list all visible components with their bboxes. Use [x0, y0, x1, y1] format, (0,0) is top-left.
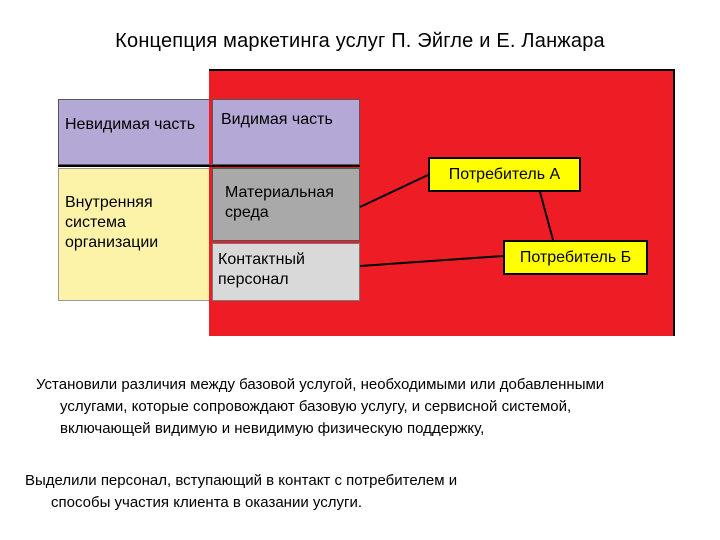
consumer-b-box: Потребитель Б	[503, 240, 648, 275]
contact-staff-box: Контактный персонал	[212, 243, 360, 301]
paragraph-line: Выделили персонал, вступающий в контакт с потребителем и	[25, 472, 458, 489]
connector-material-to-consumer-a	[360, 175, 428, 207]
material-environment-box: Материальная среда	[212, 168, 360, 241]
consumer-a-box: Потребитель А	[428, 157, 581, 192]
paragraph-line: включающей видимую и невидимую физическую поддержку,	[60, 420, 485, 437]
connector-staff-to-consumer-b	[360, 256, 503, 266]
page-title: Концепция маркетинга услуг П. Эйгле и Е. Ланжара	[115, 30, 605, 52]
connector-consumer-a-to-b	[540, 192, 553, 240]
paragraph-line: способы участия клиента в оказании услуги.	[51, 494, 362, 511]
internal-system-box: Внутренняя система организации	[58, 168, 209, 301]
paragraph-line: услугами, которые сопровождают базовую услугу, и сервисной системой,	[60, 398, 572, 415]
paragraph-line: Установили различия между базовой услугой, необходимыми или добавленными	[36, 376, 605, 393]
visible-part-box: Видимая часть	[212, 99, 360, 165]
paragraph-differences	[36, 374, 696, 440]
invisible-part-box: Невидимая часть	[58, 99, 209, 165]
paragraph-staff	[25, 470, 685, 514]
